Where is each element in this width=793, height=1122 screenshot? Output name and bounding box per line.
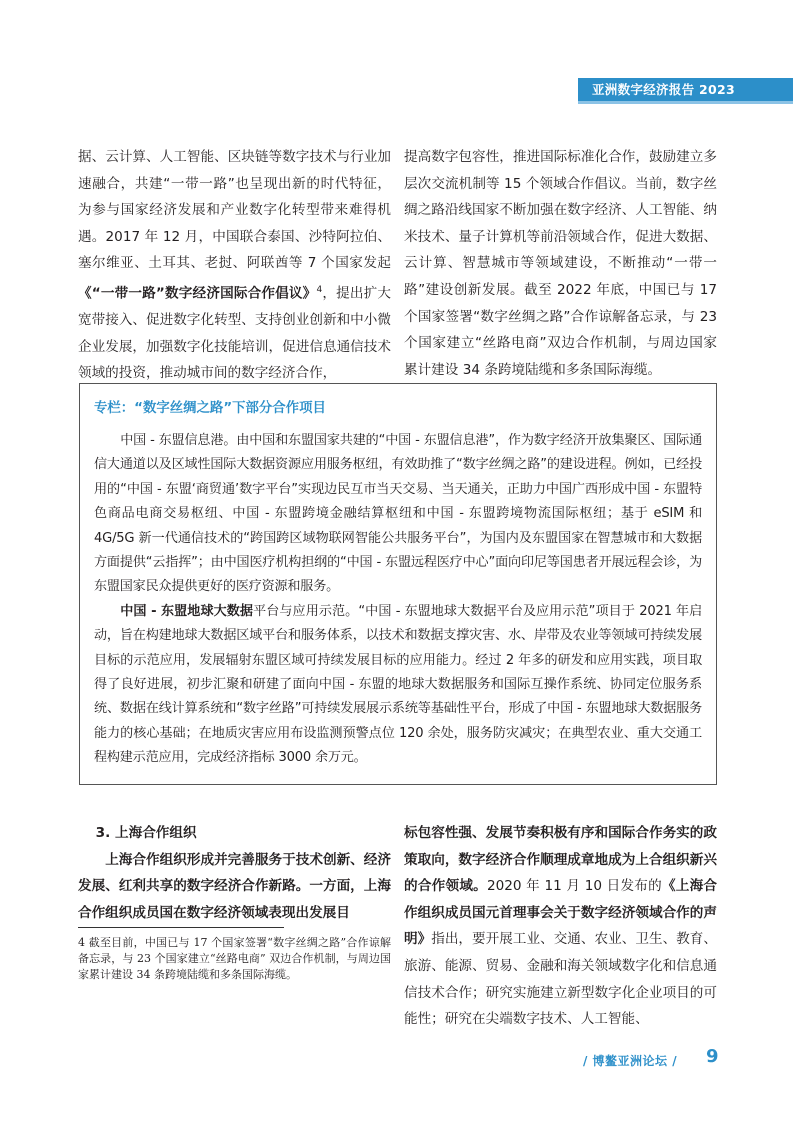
sidebar-box: [79, 383, 717, 785]
header-accent-line: [578, 101, 793, 104]
page-number: 9: [706, 1046, 719, 1067]
bold-paragraph: 上海合作组织形成并完善服务于技术创新、经济发展、红利共享的数字经济合作新路。一方面，上海合作组织成员国在数字经济领域表现出发展目: [78, 851, 391, 921]
body-column-bottom-left: [78, 820, 391, 926]
report-header-title: 亚洲数字经济报告 2023: [578, 78, 793, 102]
initiative-title: 《“一带一路”数字经济国际合作倡议》: [78, 285, 317, 302]
footnote: 4 截至目前，中国已与 17 个国家签署“数字丝绸之路”合作谅解备忘录，与 23 个国家建立“丝路电商” 双边合作机制，与周边国家累计建设 34 条跨境陆缆和多条国际海缆。: [78, 936, 391, 981]
footer-label: / 博鳌亚洲论坛 /: [583, 1054, 678, 1068]
body-column-bottom-right: [404, 820, 717, 1033]
body-column-top-right: [404, 144, 717, 383]
paragraph: [404, 820, 717, 1033]
declaration-title: 《上海合作组织成员国元首理事会关于数字经济领域合作的声明》: [404, 878, 718, 948]
body-text: 2020 年 11 月 10 日发布的: [486, 878, 662, 895]
sidebar-box-title: 专栏：“数字丝绸之路”下部分合作项目: [94, 401, 326, 416]
body-column-top-left: [78, 144, 391, 387]
sidebar-paragraph: [94, 600, 702, 771]
bold-text: 标包容性强、发展节奏积极有序和国际合作务实的政策取向，数字经济合作顺理成章地成为上合组织新兴的合作领域。: [404, 825, 717, 895]
body-text: 指出，要开展工业、交通、农业、卫生、教育、旅游、能源、贸易、金融和海关领域数字化和信息通信技术合作；研究实施建立新型数字化企业项目的可能性；研究在尖端数字技术、人工智能、: [404, 931, 717, 1028]
paragraph: 提高数字包容性，推进国际标准化合作，鼓励建立多层次交流机制等 15 个领域合作倡议。当前，数字丝绸之路沿线国家不断加强在数字经济、人工智能、纳米技术、量子计算机等前沿领域合作，促进大数据、云计算、智慧城市等领域建设，不断推动“一带一路”建设创新发展。截至 2022 年底，中国已与 17 个国家签署“数字丝绸之路”合作谅解备忘录，与 23 个国家建立“丝路电商”双边合作机制，与周边国家累计建设 34 条跨境陆缆和多条国际海缆。: [404, 149, 717, 378]
footnote-divider: [78, 927, 284, 928]
footnote-ref[interactable]: 4: [316, 284, 323, 295]
body-text: ，提出扩大宽带接入、促进数字化转型、支持创业创新和中小微企业发展，加强数字化技能培训，促进信息通信技术领域的投资，推动城市间的数字经济合作，: [78, 285, 391, 382]
body-text: 据、云计算、人工智能、区块链等数字技术与行业加速融合，共建“一带一路”也呈现出新的时代特征，为参与国家经济发展和产业数字化转型带来难得机遇。2017 年 12 月，中国联合泰国、沙特阿拉伯、塞尔维亚、土耳其、老挝、阿联酋等 7 个国家发起: [78, 149, 391, 272]
section-title: 3. 上海合作组织: [95, 825, 197, 841]
body-text: 平台与应用示范。“中国 - 东盟地球大数据平台及应用示范”项目于 2021 年启动，旨在构建地球大数据区域平台和服务体系，以技术和数据支撑灾害、水、岸带及农业等领域可持续发展目标的示范应用，发展辐射东盟区域可持续发展目标的应用能力。经过 2 年多的研发和应用实践，项目取得了良好进展，初步汇聚和研建了面向中国 - 东盟的地球大数据服务和国际互操作系统、协同定位服务系统、数据在线计算系统和“数字丝路”可持续发展展示系统等基础性平台，形成了中国 - 东盟地球大数据服务能力的核心基础；在地质灾害应用布设监测预警点位 120 余处，服务防灾减灾；在典型农业、重大交通工程构建示范应用，完成经济指标 3000 余万元。: [94, 603, 702, 766]
paragraph: [78, 144, 391, 387]
sidebar-paragraph: 中国 - 东盟信息港。由中国和东盟国家共建的“中国 - 东盟信息港”，作为数字经济开放集聚区、国际通信大通道以及区域性国际大数据资源应用服务枢纽，有效助推了“数字丝绸之路”的建设进程。例如，已经投用的“中国 - 东盟‘商贸通’数字平台”实现边民互市当天交易、当天通关，正助力中国广西形成中国 - 东盟特色商品电商交易枢纽、中国 - 东盟跨境金融结算枢纽和中国 - 东盟跨境物流国际枢纽；基于 eSIM 和 4G/5G 新一代通信技术的“跨国跨区域物联网智能公共服务平台”，为国内及东盟国家在智慧城市和大数据方面提供“云指挥”；由中国医疗机构担纲的“中国 - 东盟远程医疗中心”面向印尼等国患者开展远程会诊，为东盟国家民众提供更好的医疗资源和服务。: [94, 433, 702, 595]
project-name: 中国 - 东盟地球大数据: [120, 603, 254, 619]
